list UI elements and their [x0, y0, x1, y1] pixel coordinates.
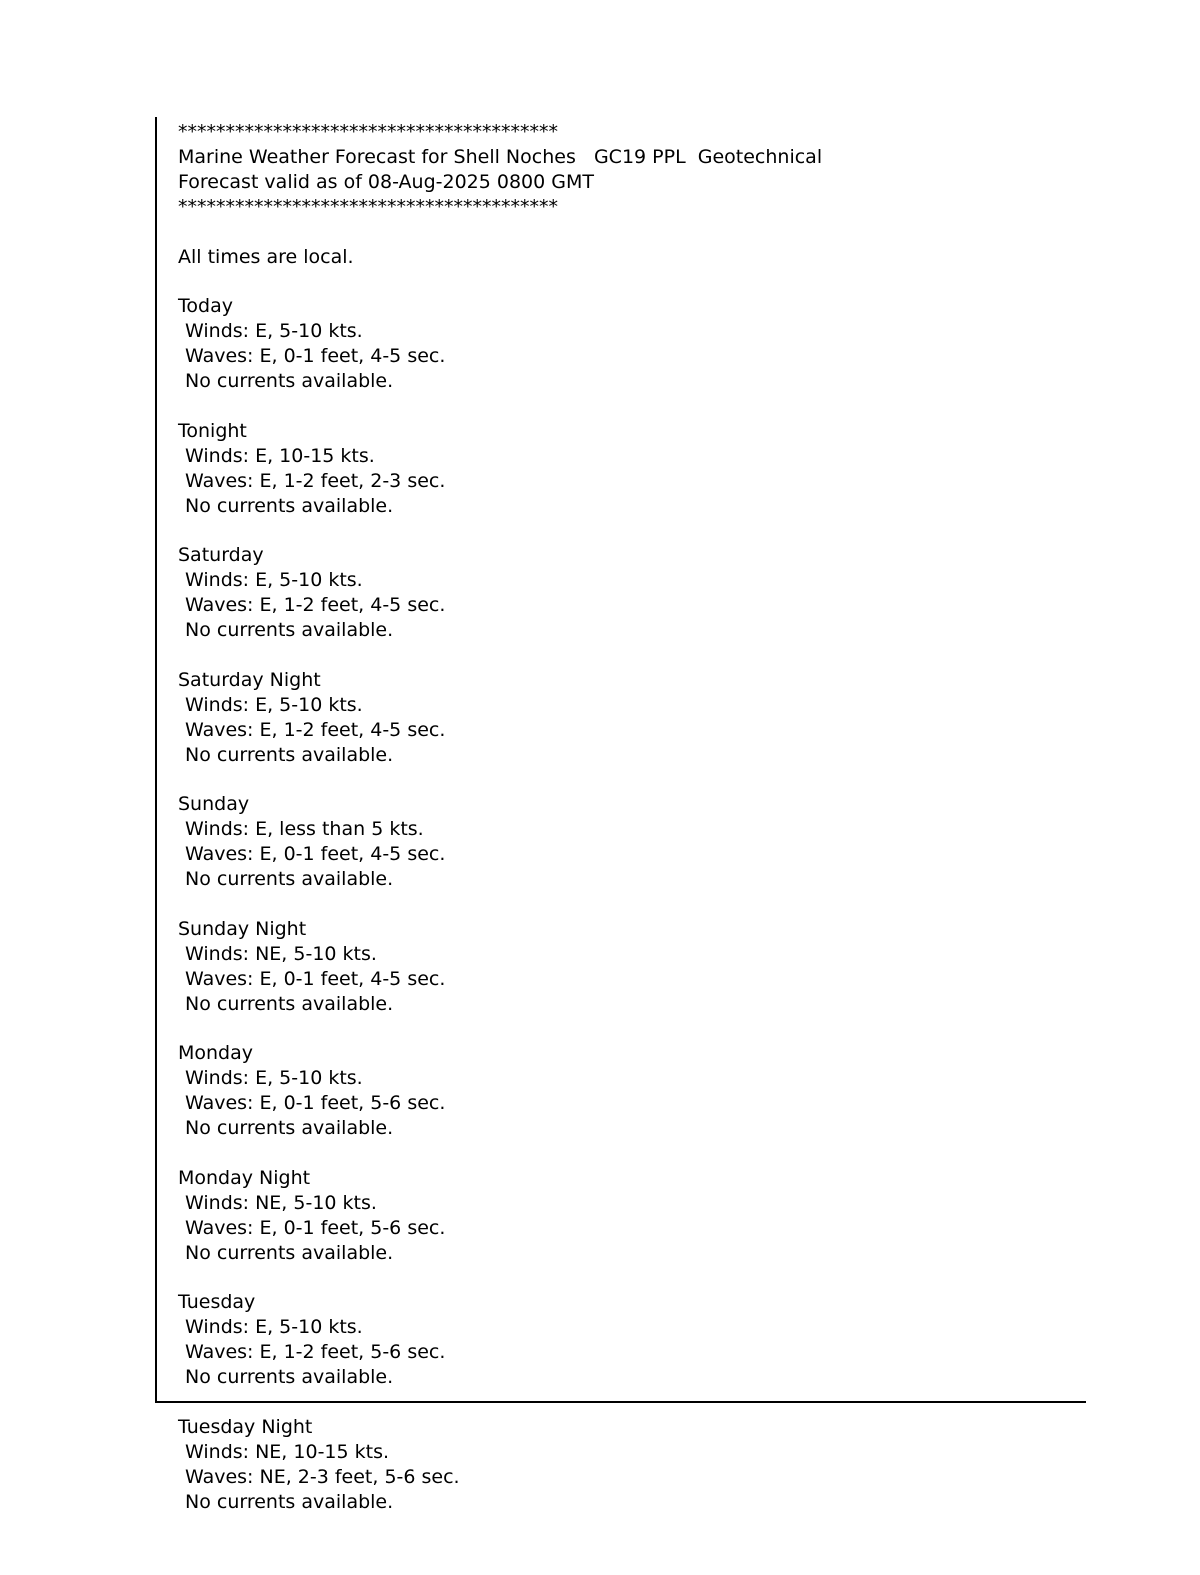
currents-line: No currents available. [185, 370, 394, 393]
waves-line: Waves: E, 0-1 feet, 4-5 sec. [185, 967, 446, 990]
forecast-section-tuesday-night [178, 1415, 460, 1515]
currents-line: No currents available. [185, 1366, 394, 1389]
forecast-section-saturday [178, 543, 1086, 643]
forecast-section-today [178, 294, 1086, 394]
waves-line: Waves: E, 0-1 feet, 5-6 sec. [185, 1216, 446, 1239]
currents-line: No currents available. [185, 1117, 394, 1140]
forecast-period: Sunday Night [178, 917, 307, 940]
winds-line: Winds: E, less than 5 kts. [185, 818, 424, 841]
waves-line: Waves: E, 1-2 feet, 2-3 sec. [185, 469, 446, 492]
forecast-frame [155, 117, 1086, 1403]
forecast-section-saturday-night [178, 668, 1086, 768]
waves-line: Waves: E, 1-2 feet, 4-5 sec. [185, 718, 446, 741]
currents-line: No currents available. [185, 743, 394, 766]
forecast-section-monday-night [178, 1166, 1086, 1266]
waves-line: Waves: E, 1-2 feet, 5-6 sec. [185, 1341, 446, 1364]
waves-line: Waves: E, 1-2 feet, 4-5 sec. [185, 594, 446, 617]
forecast-overflow-area [178, 1415, 460, 1515]
currents-line: No currents available. [185, 1241, 394, 1264]
forecast-period: Monday [178, 1042, 254, 1065]
forecast-section-tuesday [178, 1290, 1086, 1390]
forecast-title: Marine Weather Forecast for Shell Noches GC19 PPL Geotechnical [178, 145, 823, 168]
winds-line: Winds: NE, 5-10 kts. [185, 942, 377, 965]
winds-line: Winds: E, 5-10 kts. [185, 320, 363, 343]
winds-line: Winds: E, 10-15 kts. [185, 444, 375, 467]
forecast-period: Tuesday Night [178, 1416, 313, 1438]
forecast-section-monday [178, 1041, 1086, 1141]
forecast-period: Saturday Night [178, 668, 321, 691]
currents-line: No currents available. [185, 494, 394, 517]
banner-bottom: **************************************** [178, 195, 558, 218]
forecast-period: Today [178, 295, 233, 318]
currents-line: No currents available. [185, 868, 394, 891]
winds-line: Winds: NE, 10-15 kts. [185, 1440, 390, 1463]
waves-line: Waves: NE, 2-3 feet, 5-6 sec. [185, 1465, 460, 1488]
winds-line: Winds: E, 5-10 kts. [185, 1067, 363, 1090]
times-note: All times are local. [178, 245, 354, 268]
currents-line: No currents available. [185, 1490, 394, 1513]
banner-top: **************************************** [178, 121, 558, 143]
forecast-section-sunday-night [178, 917, 1086, 1017]
winds-line: Winds: E, 5-10 kts. [185, 693, 363, 716]
waves-line: Waves: E, 0-1 feet, 5-6 sec. [185, 1092, 446, 1115]
waves-line: Waves: E, 0-1 feet, 4-5 sec. [185, 843, 446, 866]
forecast-section-sunday [178, 792, 1086, 892]
winds-line: Winds: E, 5-10 kts. [185, 1316, 363, 1339]
currents-line: No currents available. [185, 992, 394, 1015]
forecast-section-tonight [178, 419, 1086, 519]
forecast-period: Monday Night [178, 1166, 311, 1189]
winds-line: Winds: NE, 5-10 kts. [185, 1191, 377, 1214]
forecast-valid-line: Forecast valid as of 08-Aug-2025 0800 GMT [178, 170, 594, 193]
forecast-period: Tonight [178, 419, 247, 442]
currents-line: No currents available. [185, 619, 394, 642]
forecast-period: Saturday [178, 544, 264, 567]
forecast-period: Sunday [178, 793, 250, 816]
forecast-period: Tuesday [178, 1291, 256, 1314]
winds-line: Winds: E, 5-10 kts. [185, 569, 363, 592]
waves-line: Waves: E, 0-1 feet, 4-5 sec. [185, 345, 446, 368]
